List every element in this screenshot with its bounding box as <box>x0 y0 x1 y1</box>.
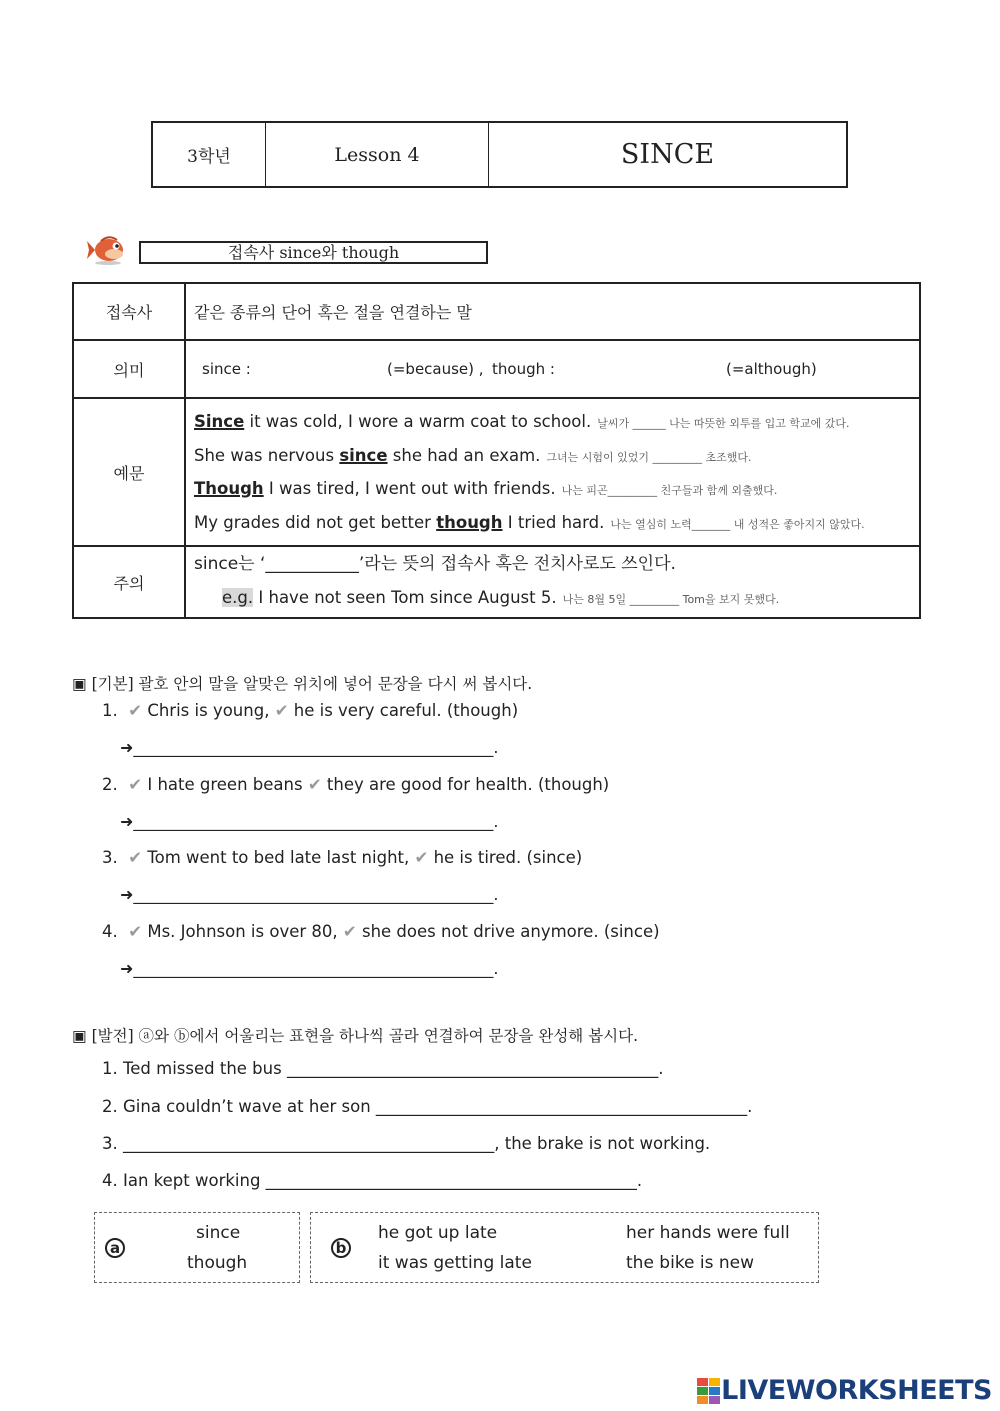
circled-a-icon: a <box>105 1238 125 1258</box>
grade-cell: 3학년 <box>153 123 266 186</box>
meaning-label: 의미 <box>73 340 185 398</box>
answer-line[interactable]: ➜_____________________________________________. <box>120 812 499 831</box>
meaning-although: (=although) <box>726 360 817 378</box>
keyword: Since <box>194 412 245 431</box>
check-icon[interactable]: ✔ <box>274 701 289 720</box>
check-icon[interactable]: ✔ <box>414 848 429 867</box>
option-box-a <box>94 1212 300 1283</box>
option-a-item[interactable]: though <box>187 1253 248 1273</box>
meaning-because: (=because) , <box>387 360 484 378</box>
check-icon[interactable]: ✔ <box>128 701 143 720</box>
translation: 그녀는 시험이 있었기 _________ 초조했다. <box>546 450 752 464</box>
option-box-b <box>310 1212 819 1283</box>
page-title: SINCE <box>620 139 715 170</box>
example-line: Though I was tired, I went out with friends. 나는 피곤_________ 친구들과 함께 외출했다. <box>194 479 778 498</box>
note-example: e.g. I have not seen Tom since August 5. 나는 8월 5일 _________ Tom을 보지 못했다. <box>222 588 780 607</box>
check-icon[interactable]: ✔ <box>128 922 143 941</box>
advanced-question-2[interactable]: 2. Gina couldn’t wave at her son _____________________________________________. <box>102 1097 753 1116</box>
meaning-cell <box>185 340 920 398</box>
note-text: since는 ‘___________’라는 뜻의 접속사 혹은 전치사로도 쓰인다. <box>194 554 676 574</box>
eg-marker: e.g. <box>222 588 254 607</box>
liveworksheets-logo <box>697 1375 992 1406</box>
advanced-question-1[interactable]: 1. Ted missed the bus _____________________________________________. <box>102 1059 664 1078</box>
answer-line[interactable]: ➜_____________________________________________. <box>120 738 499 757</box>
basic-question-4: 4. ✔ Ms. Johnson is over 80, ✔ she does not drive anymore. (since) <box>102 922 660 941</box>
option-b-item[interactable]: her hands were full <box>626 1223 790 1243</box>
check-icon[interactable]: ✔ <box>307 775 322 794</box>
examples-cell <box>185 398 920 546</box>
example-line: She was nervous since she had an exam. 그녀는 시험이 있었기 _________ 초조했다. <box>194 445 752 465</box>
translation: 나는 열심히 노력_______ 내 성적은 좋아지지 않았다. <box>610 517 865 531</box>
section-title: 접속사 since와 though <box>139 241 488 264</box>
option-b-item[interactable]: he got up late <box>378 1223 498 1243</box>
translation: 날씨가 ______ 나는 따뜻한 외투를 입고 학교에 갔다. <box>597 417 850 430</box>
note-cell <box>185 546 920 618</box>
circled-b-icon: b <box>331 1238 351 1258</box>
example-line: My grades did not get better though I tried hard. 나는 열심히 노력_______ 내 성적은 좋아지지 않았다. <box>194 512 865 532</box>
advanced-question-3[interactable]: 3. _____________________________________________, the brake is not working. <box>102 1134 711 1153</box>
translation: 나는 피곤_________ 친구들과 함께 외출했다. <box>561 484 778 497</box>
examples-label: 예문 <box>73 398 185 546</box>
check-icon[interactable]: ✔ <box>128 848 143 867</box>
advanced-question-4[interactable]: 4. Ian kept working _____________________________________________. <box>102 1171 643 1190</box>
basic-question-2: 2. ✔ I hate green beans ✔ they are good for health. (though) <box>102 775 610 794</box>
answer-line[interactable]: ➜_____________________________________________. <box>120 885 499 904</box>
grammar-table <box>72 282 921 619</box>
translation: 나는 8월 5일 _________ Tom을 보지 못했다. <box>562 593 780 606</box>
meaning-since: since : <box>202 360 251 378</box>
option-b-item[interactable]: it was getting late <box>378 1253 532 1273</box>
answer-line[interactable]: ➜_____________________________________________. <box>120 959 499 978</box>
check-icon[interactable]: ✔ <box>342 922 357 941</box>
option-b-item[interactable]: the bike is new <box>626 1253 755 1273</box>
keyword: since <box>339 445 388 465</box>
definition-label: 접속사 <box>73 283 185 340</box>
logo-icon <box>697 1378 721 1404</box>
header-table <box>151 121 848 188</box>
basic-question-3: 3. ✔ Tom went to bed late last night, ✔ he is tired. (since) <box>102 848 583 867</box>
note-label: 주의 <box>73 546 185 618</box>
example-line: Since it was cold, I wore a warm coat to school. 날씨가 ______ 나는 따뜻한 외투를 입고 학교에 갔다. <box>194 412 850 431</box>
check-icon[interactable]: ✔ <box>128 775 143 794</box>
basic-heading: ▣ [기본] 괄호 안의 말을 알맞은 위치에 넣어 문장을 다시 써 봅시다. <box>72 675 533 693</box>
option-a-item[interactable]: since <box>196 1223 241 1243</box>
logo-text: LIVEWORKSHEETS <box>721 1375 992 1406</box>
basic-question-1: 1. ✔ Chris is young, ✔ he is very careful. (though) <box>102 701 519 720</box>
advanced-heading: ▣ [발전] ⓐ와 ⓑ에서 어울리는 표현을 하나씩 골라 연결하여 문장을 완성해 봅시다. <box>72 1027 639 1045</box>
fish-icon <box>87 232 129 266</box>
definition-text: 같은 종류의 단어 혹은 절을 연결하는 말 <box>185 283 920 340</box>
keyword: Though <box>194 479 264 498</box>
meaning-though: though : <box>492 360 555 378</box>
keyword: though <box>436 512 503 532</box>
lesson-cell: Lesson 4 <box>266 123 489 186</box>
